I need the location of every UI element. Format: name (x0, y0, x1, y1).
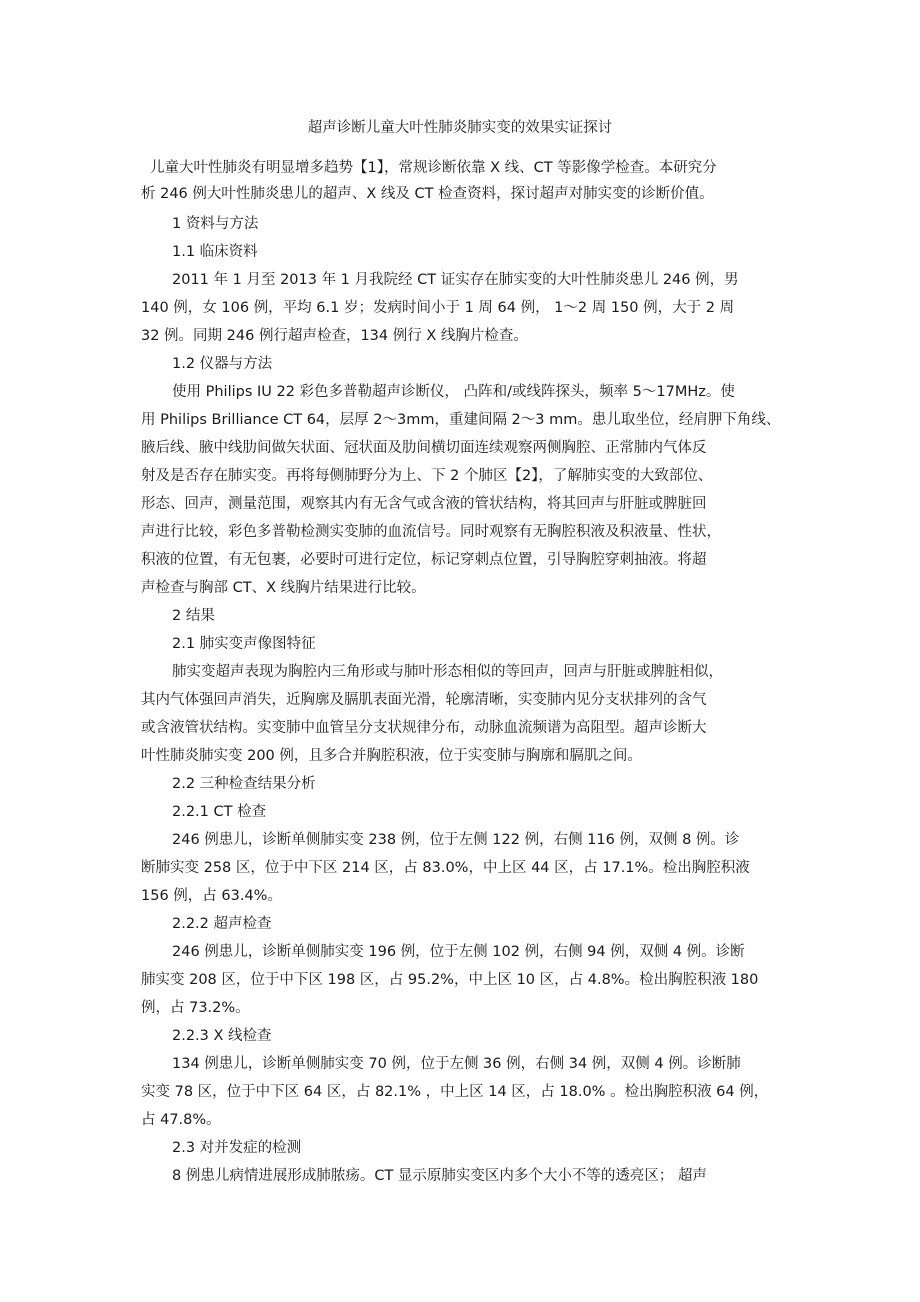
para-line: 32 例。同期 246 例行超声检查，134 例行 X 线胸片检查。 (141, 328, 528, 344)
para-line: 例，占 73.2%。 (141, 1000, 250, 1016)
para-line: 射及是否存在肺实变。再将每侧肺野分为上、下 2 个肺区【2】，了解肺实变的大致部位、 (141, 468, 713, 484)
section-heading: 1 资料与方法 (172, 216, 259, 232)
para-line: 腋后线、腋中线肋间做矢状面、冠状面及肋间横切面连续观察两侧胸腔、正常肺内气体反 (141, 440, 707, 456)
para-line: 8 例患儿病情进展形成肺脓疡。CT 显示原肺实变区内多个大小不等的透亮区； 超声 (172, 1168, 708, 1184)
section-heading: 2.1 肺实变声像图特征 (172, 636, 316, 652)
para-line: 实变 78 区，位于中下区 64 区，占 82.1% ，中上区 14 区，占 18.0% 。检出胸腔积液 64 例， (141, 1084, 769, 1100)
para-line: 断肺实变 258 区，位于中下区 214 区，占 83.0%，中上区 44 区，占 17.1%。检出胸腔积液 (141, 860, 750, 876)
para-line: 134 例患儿，诊断单侧肺实变 70 例，位于左侧 36 例，右侧 34 例，双侧 4 例。诊断肺 (172, 1056, 741, 1072)
document-title: 超声诊断儿童大叶性肺炎肺实变的效果实证探讨 (307, 120, 613, 136)
para-line: 246 例患儿，诊断单侧肺实变 238 例，位于左侧 122 例，右侧 116 例，双侧 8 例。诊 (172, 832, 740, 848)
section-heading: 2 结果 (172, 608, 215, 624)
section-heading: 2.3 对并发症的检测 (172, 1140, 302, 1156)
para-line: 其内气体强回声消失，近胸廓及膈肌表面光滑，轮廓清晰，实变肺内见分支状排列的含气 (141, 692, 707, 708)
para-line: 用 Philips Brilliance CT 64，层厚 2～3mm，重建间隔 2～3 mm。患儿取坐位，经肩胛下角线、 (141, 412, 781, 428)
para-line: 声进行比较，彩色多普勒检测实变肺的血流信号。同时观察有无胸腔积液及积液量、性状， (141, 524, 721, 540)
para-line: 形态、回声，测量范围，观察其内有无含气或含液的管状结构，将其回声与肝脏或脾脏回 (141, 496, 707, 512)
section-heading: 2.2.1 CT 检查 (172, 804, 267, 820)
para-line: 析 246 例大叶性肺炎患儿的超声、X 线及 CT 检查资料，探讨超声对肺实变的诊断价值。 (141, 186, 714, 202)
para-line: 肺实变超声表现为胸腔内三角形或与肺叶形态相似的等回声，回声与肝脏或脾脏相似， (172, 664, 723, 680)
section-heading: 1.1 临床资料 (172, 244, 258, 260)
para-line: 叶性肺炎肺实变 200 例，且多合并胸腔积液，位于实变肺与胸廓和膈肌之间。 (141, 748, 642, 764)
section-heading: 2.2.3 X 线检查 (172, 1028, 272, 1044)
para-line: 2011 年 1 月至 2013 年 1 月我院经 CT 证实存在肺实变的大叶性肺炎患儿 246 例，男 (172, 272, 739, 288)
para-line: 占 47.8%。 (141, 1112, 221, 1128)
para-line: 儿童大叶性肺炎有明显增多趋势【1】，常规诊断依靠 X 线、CT 等影像学检查。本研究分 (150, 160, 717, 176)
para-line: 肺实变 208 区，位于中下区 198 区，占 95.2%，中上区 10 区，占 4.8%。检出胸腔积液 180 (141, 972, 759, 988)
para-line: 使用 Philips IU 22 彩色多普勒超声诊断仪， 凸阵和/或线阵探头，频率 5～17MHz。使 (172, 384, 735, 400)
section-heading: 1.2 仪器与方法 (172, 356, 273, 372)
section-heading: 2.2 三种检查结果分析 (172, 776, 316, 792)
para-line: 140 例，女 106 例，平均 6.1 岁；发病时间小于 1 周 64 例， 1～2 周 150 例，大于 2 周 (141, 300, 735, 316)
para-line: 声检查与胸部 CT、X 线胸片结果进行比较。 (141, 580, 426, 596)
para-line: 246 例患儿，诊断单侧肺实变 196 例，位于左侧 102 例，右侧 94 例，双侧 4 例。诊断 (172, 944, 745, 960)
para-line: 或含液管状结构。实变肺中血管呈分支状规律分布，动脉血流频谱为高阻型。超声诊断大 (141, 720, 707, 736)
section-heading: 2.2.2 超声检查 (172, 916, 272, 932)
para-line: 积液的位置，有无包裹，必要时可进行定位，标记穿刺点位置，引导胸腔穿刺抽液。将超 (141, 552, 707, 568)
para-line: 156 例，占 63.4%。 (141, 888, 282, 904)
